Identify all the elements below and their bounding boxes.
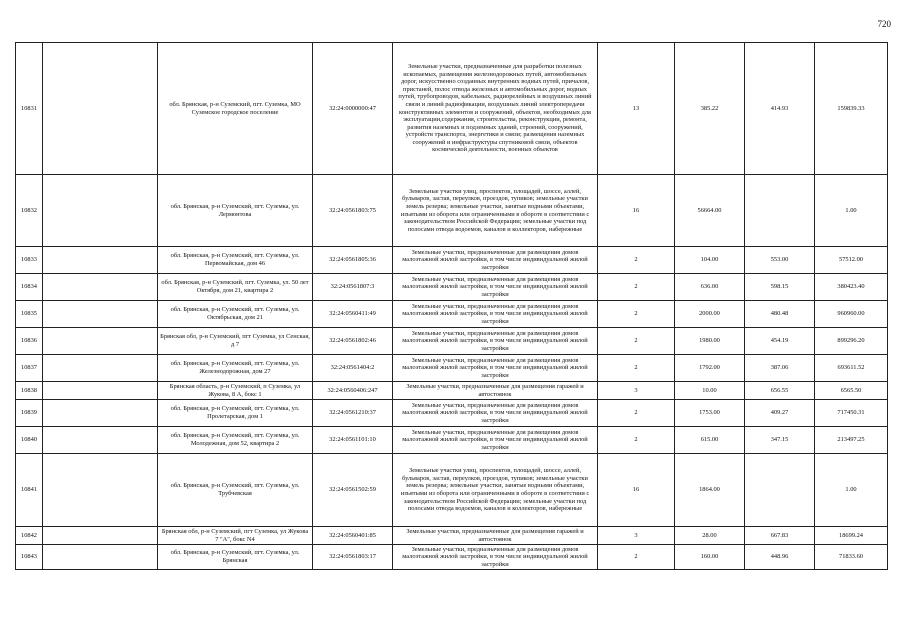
cadastral-number-cell: 32:24:0560411:49: [313, 301, 393, 328]
specific-value-cell: 347.15: [745, 427, 815, 454]
use-code-cell: 2: [598, 427, 675, 454]
address-cell: обл. Брянская, р-н Суземский, пгт. Суземка, ул. 50 лет Октября, дом 21, квартира 2: [158, 274, 313, 301]
table-row: [16, 527, 888, 545]
address-cell: обл. Брянская, р-н Суземский, пгт. Суземка, ул. Брянская: [158, 545, 313, 570]
land-use-cell: Земельные участки, предназначенные для размещения домов малоэтажной жилой застройки, в том числе индивидуальной жилой застройки: [393, 274, 598, 301]
use-code-cell: 2: [598, 400, 675, 427]
cadastral-value-cell: 159839.33: [815, 43, 888, 175]
table-row: [16, 328, 888, 355]
area-cell: 10.00: [675, 382, 745, 400]
blank-cell: [43, 545, 158, 570]
cadastral-value-cell: 6565.50: [815, 382, 888, 400]
cadastral-value-cell: 693611.52: [815, 355, 888, 382]
use-code-cell: 2: [598, 328, 675, 355]
address-cell: обл. Брянская, р-н Суземский, пгт. Суземка, ул. Молодежная, дом 52, квартира 2: [158, 427, 313, 454]
blank-cell: [43, 355, 158, 382]
specific-value-cell: 656.55: [745, 382, 815, 400]
land-use-cell: Земельные участки улиц, проспектов, площадей, шоссе, аллей, бульваров, застав, переулков, проездов, тупиков; земельные участки земель резерва; земельные участки, занятые водными объектами, изъятыми из оборота или ограниченными в обороте в соответствии с законодательством Российской Федерации; земельные участки под полосами отвода водоемов, каналов и коллекторов, набережные: [393, 175, 598, 247]
area-cell: 28.00: [675, 527, 745, 545]
cadastral-number-cell: 32:24:0561101:10: [313, 427, 393, 454]
cadastral-value-cell: 71833.60: [815, 545, 888, 570]
specific-value-cell: 448.96: [745, 545, 815, 570]
record-number-cell: 10833: [16, 247, 43, 274]
cadastral-number-cell: 32:24:0561210:37: [313, 400, 393, 427]
blank-cell: [43, 527, 158, 545]
cadastral-value-cell: 18699.24: [815, 527, 888, 545]
table-row: [16, 400, 888, 427]
land-use-cell: Земельные участки, предназначенные для размещения домов малоэтажной жилой застройки, в том числе индивидуальной жилой застройки: [393, 400, 598, 427]
specific-value-cell: [745, 175, 815, 247]
land-use-cell: Земельные участки, предназначенные для размещения домов малоэтажной жилой застройки, в том числе индивидуальной жилой застройки: [393, 247, 598, 274]
table-row: [16, 427, 888, 454]
area-cell: 1753.00: [675, 400, 745, 427]
cadastral-value-cell: 57512.00: [815, 247, 888, 274]
cadastral-number-cell: 32:24:0000000:47: [313, 43, 393, 175]
table-row: [16, 545, 888, 570]
area-cell: 160.00: [675, 545, 745, 570]
record-number-cell: 10841: [16, 454, 43, 527]
cadastral-number-cell: 32:24:0560401:85: [313, 527, 393, 545]
cadastral-value-cell: 717450.31: [815, 400, 888, 427]
page-number: 720: [877, 19, 891, 29]
blank-cell: [43, 274, 158, 301]
record-number-cell: 10840: [16, 427, 43, 454]
cadastral-value-cell: 899296.20: [815, 328, 888, 355]
area-cell: 636.00: [675, 274, 745, 301]
address-cell: обл. Брянская, р-н Суземский, пгт. Суземка, ул. Трубчевская: [158, 454, 313, 527]
land-use-cell: Земельные участки улиц, проспектов, площадей, шоссе, аллей, бульваров, застав, переулков, проездов, тупиков; земельные участки земель резерва; земельные участки, занятые водными объектами, изъятыми из оборота или ограниченными в обороте в соответствии с законодательством Российской Федерации; земельные участки под полосами отвода водоемов, каналов и коллекторов, набережные: [393, 454, 598, 527]
use-code-cell: 3: [598, 527, 675, 545]
table-row: [16, 355, 888, 382]
specific-value-cell: 667.83: [745, 527, 815, 545]
use-code-cell: 2: [598, 301, 675, 328]
record-number-cell: 10832: [16, 175, 43, 247]
table-row: [16, 274, 888, 301]
table-row: [16, 247, 888, 274]
land-use-cell: Земельные участки, предназначенные для разработки полезных ископаемых, размещения железнодорожных путей, автомобильных дорог, искусственно созданных внутренних водных путей, причалов, пристаней, полос отвода железных и автомобильных дорог, водных путей, трубопроводов, кабельных, радиорелейных и воздушных линий связи и линий радиофикации, воздушных линий электропередачи конструктивных элементов и сооружений, объектов, необходимых для эксплуатации,содержания, строительства, реконструкции, ремонта, развития наземных и подземных зданий, строений, сооружений, устройств транспорта, энергетики и связи; размещения наземных сооружений и инфраструктуры спутниковой связи, объектов космической деятельности, военных объектов: [393, 43, 598, 175]
address-cell: обл. Брянская, р-н Суземский, пгт. Суземка, ул. Железнодорожная, дом 27: [158, 355, 313, 382]
specific-value-cell: 414.93: [745, 43, 815, 175]
specific-value-cell: 480.48: [745, 301, 815, 328]
blank-cell: [43, 400, 158, 427]
specific-value-cell: 387.06: [745, 355, 815, 382]
record-number-cell: 10838: [16, 382, 43, 400]
blank-cell: [43, 301, 158, 328]
cadastral-value-cell: 1.00: [815, 454, 888, 527]
address-cell: обл. Брянская, р-н Суземский, пгт. Суземка, МО Суземское городское поселение: [158, 43, 313, 175]
specific-value-cell: 454.19: [745, 328, 815, 355]
land-use-cell: Земельные участки, предназначенные для размещения гаражей и автостоянок: [393, 382, 598, 400]
use-code-cell: 16: [598, 175, 675, 247]
land-use-cell: Земельные участки, предназначенные для размещения домов малоэтажной жилой застройки, в том числе индивидуальной жилой застройки: [393, 545, 598, 570]
address-cell: Брянская обл, р-н Суземский, пгт Суземка, ул Сенская, д 7: [158, 328, 313, 355]
area-cell: 56664.00: [675, 175, 745, 247]
cadastral-value-cell: 213497.25: [815, 427, 888, 454]
table-row: [16, 43, 888, 175]
blank-cell: [43, 382, 158, 400]
area-cell: 1792.00: [675, 355, 745, 382]
record-number-cell: 10836: [16, 328, 43, 355]
specific-value-cell: 409.27: [745, 400, 815, 427]
table-row: [16, 454, 888, 527]
address-cell: Брянская обл, р-н Суземский, пгт Суземка, ул Жукова 7 "А", бокс N4: [158, 527, 313, 545]
cadastral-value-table: [15, 42, 888, 570]
record-number-cell: 10839: [16, 400, 43, 427]
cadastral-number-cell: 32:24:0561404:2: [313, 355, 393, 382]
cadastral-value-cell: 960960.00: [815, 301, 888, 328]
table-row: [16, 301, 888, 328]
cadastral-number-cell: 32:24:0561802:46: [313, 328, 393, 355]
blank-cell: [43, 427, 158, 454]
blank-cell: [43, 43, 158, 175]
record-number-cell: 10834: [16, 274, 43, 301]
address-cell: обл. Брянская, р-н Суземский, пгт. Суземка, ул. Пролетарская, дом 1: [158, 400, 313, 427]
cadastral-number-cell: 32:24:0561502:59: [313, 454, 393, 527]
specific-value-cell: [745, 454, 815, 527]
use-code-cell: 13: [598, 43, 675, 175]
land-use-cell: Земельные участки, предназначенные для размещения домов малоэтажной жилой застройки, в том числе индивидуальной жилой застройки: [393, 328, 598, 355]
cadastral-number-cell: 32:24:0561803:17: [313, 545, 393, 570]
blank-cell: [43, 247, 158, 274]
use-code-cell: 3: [598, 382, 675, 400]
cadastral-number-cell: 32:24:0561803:75: [313, 175, 393, 247]
area-cell: 1864.00: [675, 454, 745, 527]
specific-value-cell: 553.00: [745, 247, 815, 274]
area-cell: 1980.00: [675, 328, 745, 355]
record-number-cell: 10842: [16, 527, 43, 545]
table-row: [16, 175, 888, 247]
use-code-cell: 2: [598, 274, 675, 301]
land-use-cell: Земельные участки, предназначенные для размещения домов малоэтажной жилой застройки, в том числе индивидуальной жилой застройки: [393, 427, 598, 454]
address-cell: Брянская область, р-н Суземский, п Суземка, ул Жукова, 8 А, бокс 1: [158, 382, 313, 400]
cadastral-value-cell: 380423.40: [815, 274, 888, 301]
use-code-cell: 16: [598, 454, 675, 527]
blank-cell: [43, 328, 158, 355]
cadastral-number-cell: 32:24:0561807:3: [313, 274, 393, 301]
record-number-cell: 10843: [16, 545, 43, 570]
land-use-cell: Земельные участки, предназначенные для размещения домов малоэтажной жилой застройки, в том числе индивидуальной жилой застройки: [393, 301, 598, 328]
record-number-cell: 10831: [16, 43, 43, 175]
cadastral-number-cell: 32:24:0560406:247: [313, 382, 393, 400]
area-cell: 104.00: [675, 247, 745, 274]
address-cell: обл. Брянская, р-н Суземский, пгт. Суземка, ул. Лермонтова: [158, 175, 313, 247]
record-number-cell: 10837: [16, 355, 43, 382]
blank-cell: [43, 175, 158, 247]
land-use-cell: Земельные участки, предназначенные для размещения домов малоэтажной жилой застройки, в том числе индивидуальной жилой застройки: [393, 355, 598, 382]
land-use-cell: Земельные участки, предназначенные для размещения гаражей и автостоянок: [393, 527, 598, 545]
address-cell: обл. Брянская, р-н Суземский, пгт. Суземка, ул. Первомайская, дом 46: [158, 247, 313, 274]
specific-value-cell: 598.15: [745, 274, 815, 301]
blank-cell: [43, 454, 158, 527]
use-code-cell: 2: [598, 355, 675, 382]
area-cell: 385.22: [675, 43, 745, 175]
address-cell: обл. Брянская, р-н Суземский, пгт. Суземка, ул. Октябрьская, дом 21: [158, 301, 313, 328]
use-code-cell: 2: [598, 247, 675, 274]
area-cell: 615.00: [675, 427, 745, 454]
table-row: [16, 382, 888, 400]
cadastral-value-cell: 1.00: [815, 175, 888, 247]
cadastral-number-cell: 32:24:0561805:36: [313, 247, 393, 274]
area-cell: 2000.00: [675, 301, 745, 328]
use-code-cell: 2: [598, 545, 675, 570]
record-number-cell: 10835: [16, 301, 43, 328]
